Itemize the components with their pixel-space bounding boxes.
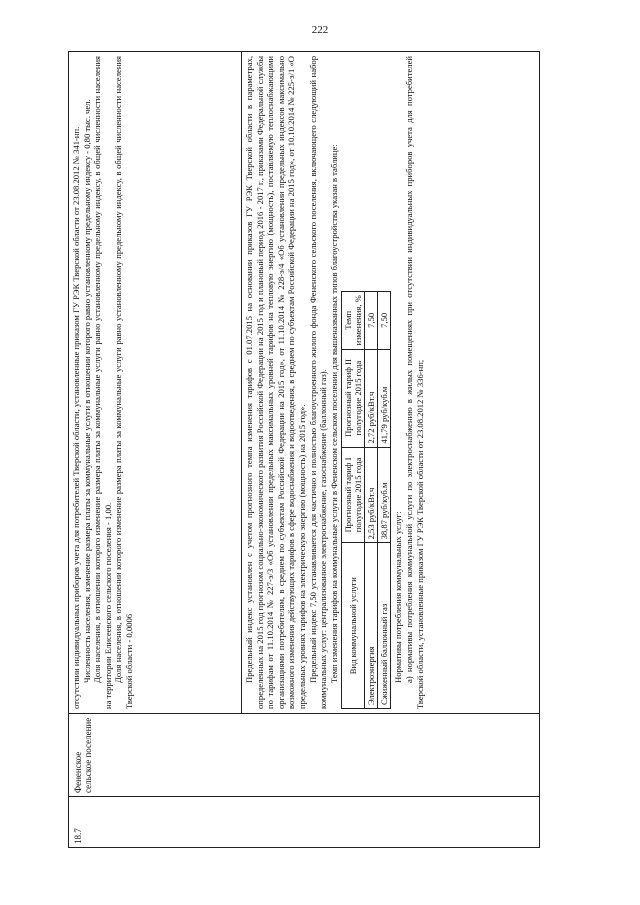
tariff-cell: 7,50 (365, 292, 378, 350)
top-text-segment (69, 52, 242, 713)
page-number: 222 (311, 24, 329, 36)
rotated-landscape-page (68, 51, 540, 848)
paragraph: отсутствии индивидуальных приборов учета для потребителей Тверской области, установленные приказом ГУ РЭК Тверской области от 23.08.2012 № 341-нп. (71, 126, 81, 709)
tariff-header-row (342, 292, 365, 709)
tariff-row (378, 292, 391, 709)
tariff-cell: 38,87 руб/куб.м (378, 447, 391, 543)
paragraph: а) нормативы потребления коммунальной услуги по электроснабжению в жилых помещениях при отсутствии индивидуальных приборов учета для потребителей Тверской области, установленные приказом ГУ РЭК Тверской области от 23.08.2012 № 336-нп; (403, 56, 425, 709)
paragraph: Предельный индекс установлен с учетом прогнозного темпа изменения тарифов с 01.07.2015 на основании приказов ГУ РЭК Тверской области в параметрах, определенных на 2015 год прогнозом социально-экономического развития Российской Федерации на 2015 год и плановый период 2016 - 2017 г., приказами Федеральной службы по тарифам от 11.10.2014 № 227-э/3 «Об установлении предельных максимальных уровней тарифов на тепловую энергию (мощность), поставляемую теплоснабжающими организациями потребителям, в среднем по субъектам Российской Федерации на 2015 год», от 11.10.2014 № 228-э/4 «Об установлении предельных индексов максимально возможного изменения действующих тарифов в сфере водоснабжения и водоотведения, в среднем по субъектам Российской Федерации на 2015 год», от 10.10.2014 № 225-э/1 «О предельных уровнях тарифов на электрическую энергию (мощность) на 2015 год». (244, 56, 307, 709)
table-row (69, 52, 540, 848)
tariff-table (341, 291, 391, 709)
paragraph: Доля населения, в отношении которого изменение размера платы за коммунальные услуги равно установленному предельному индексу, в общей численности населения на территории Елисеевского сельского поселения - 1,00. (92, 56, 113, 709)
tariff-cell: 2,72 руб/кВт.ч (365, 349, 378, 447)
tariff-cell: 7,50 (378, 292, 391, 350)
bottom-text-segment (242, 52, 425, 713)
paragraph: Доля населения, в отношении которого изменение размера платы за коммунальные услуги равно установленному предельному индексу, в общей численности населения Тверской области - 0,0006 (113, 56, 134, 709)
paragraph: Численность населения, изменение размера платы за коммунальные услуги в отношении которого равно установленному предельному индексу - 0,80 тыс. чел. (81, 99, 92, 683)
tariff-header-cell: Темп изменения, % (342, 292, 365, 350)
settlements-table (68, 51, 540, 848)
tariff-cell: 41,79 руб/куб.м (378, 349, 391, 447)
row-number: 18.7 (73, 828, 83, 844)
tariff-cell: 2,53 руб/кВт.ч (365, 447, 378, 543)
tariff-cell: Электроэнергия (365, 543, 378, 709)
tariff-row (365, 292, 378, 709)
tariff-header-cell: Прогнозный тариф II полугодие 2015 года (342, 349, 365, 447)
paragraph: Нормативы потребления коммунальных услуг: (393, 511, 404, 683)
settlement-name-cell (69, 714, 540, 797)
tariff-header-cell: Вид коммунальной услуги (342, 543, 365, 709)
paragraph: Предельный индекс 7,50 устанавливается для частично и полностью благоустроенного жилого фонда Фененского сельского поселения, включающего следующий набор коммунальных услуг: централизованное электроснабжение, газоснабжение (баллонный газ). (307, 56, 329, 709)
tariff-header-cell: Прогнозный тариф I полугодие 2015 года (342, 447, 365, 543)
tariff-cell: Сжиженный баллонный газ (378, 543, 391, 709)
paragraph: Темп изменения тарифов на коммунальные услуги в Фененском сельском поселении для вышеназванных типов благоустройства указан в таблице: (328, 144, 339, 683)
settlement-name: Фененское сельское поселение (73, 717, 93, 793)
row-number-cell (69, 797, 540, 848)
description-cell (69, 52, 540, 714)
